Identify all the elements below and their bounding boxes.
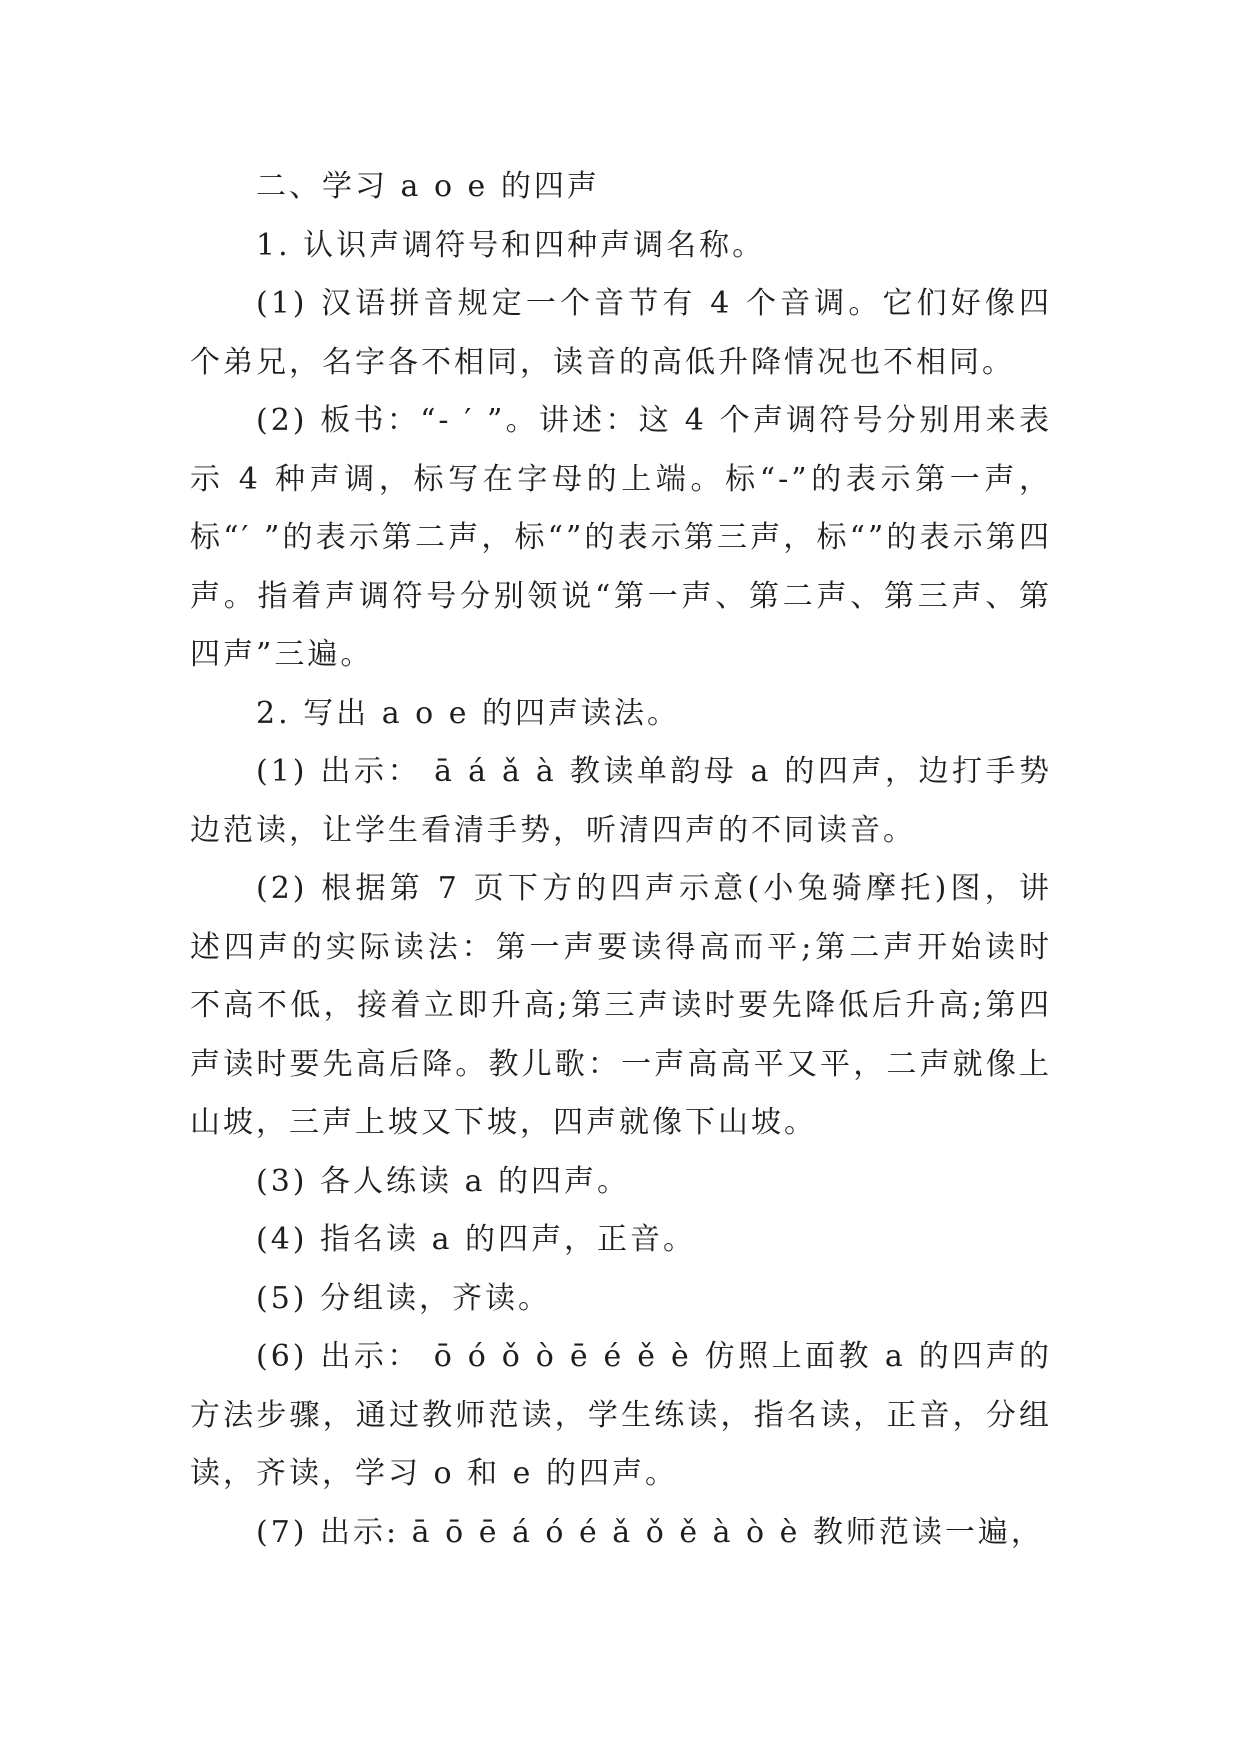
paragraph: (7) 出示: ā ō ē á ó é ǎ ǒ ě à ò è 教师范读一遍， (256, 1514, 1044, 1550)
section-heading: 二、学习 a o e 的四声 (256, 169, 600, 204)
paragraph: (1) 出示： ā á ǎ à 教读单韵母 a 的四声，边打手势边范读，让学生看清手势，听清四声的不同读音。 (190, 754, 1052, 848)
paragraph: (4) 指名读 a 的四声，正音。 (256, 1222, 696, 1257)
paragraph: (5) 分组读，齐读。 (256, 1280, 552, 1316)
paragraph: (3) 各人练读 a 的四声。 (256, 1163, 630, 1199)
subsection-heading: 2. 写出 a o e 的四声读法。 (256, 695, 681, 731)
paragraph: (1) 汉语拼音规定一个音节有 4 个音调。它们好像四个弟兄，名字各不相同，读音的高低升降情况也不相同。 (190, 286, 1052, 380)
paragraph: (2) 板书：“- ′ ”。讲述：这 4 个声调符号分别用来表示 4 种声调，标写在字母的上端。标“-”的表示第一声，标“′ ”的表示第二声，标“”的表示第三声，标“”的表示第四声。指着声调符号分别领说“第一声、第二声、第三声、第四声”三遍。 (190, 403, 1052, 672)
paragraph: (6) 出示： ō ó ǒ ò ē é ě è 仿照上面教 a 的四声的方法步骤，通过教师范读，学生练读，指名读，正音，分组读，齐读，学习 o 和 e 的四声。 (190, 1339, 1052, 1491)
paragraph: (2) 根据第 7 页下方的四声示意(小兔骑摩托)图，讲述四声的实际读法：第一声要读得高而平;第二声开始读时不高不低，接着立即升高;第三声读时要先降低后升高;第四声读时要先高后降。教儿歌：一声高高平又平，二声就像上山坡，三声上坡又下坡，四声就像下山坡。 (190, 871, 1052, 1140)
subsection-heading: 1. 认识声调符号和四种声调名称。 (256, 227, 766, 263)
document-body (190, 158, 1052, 1562)
